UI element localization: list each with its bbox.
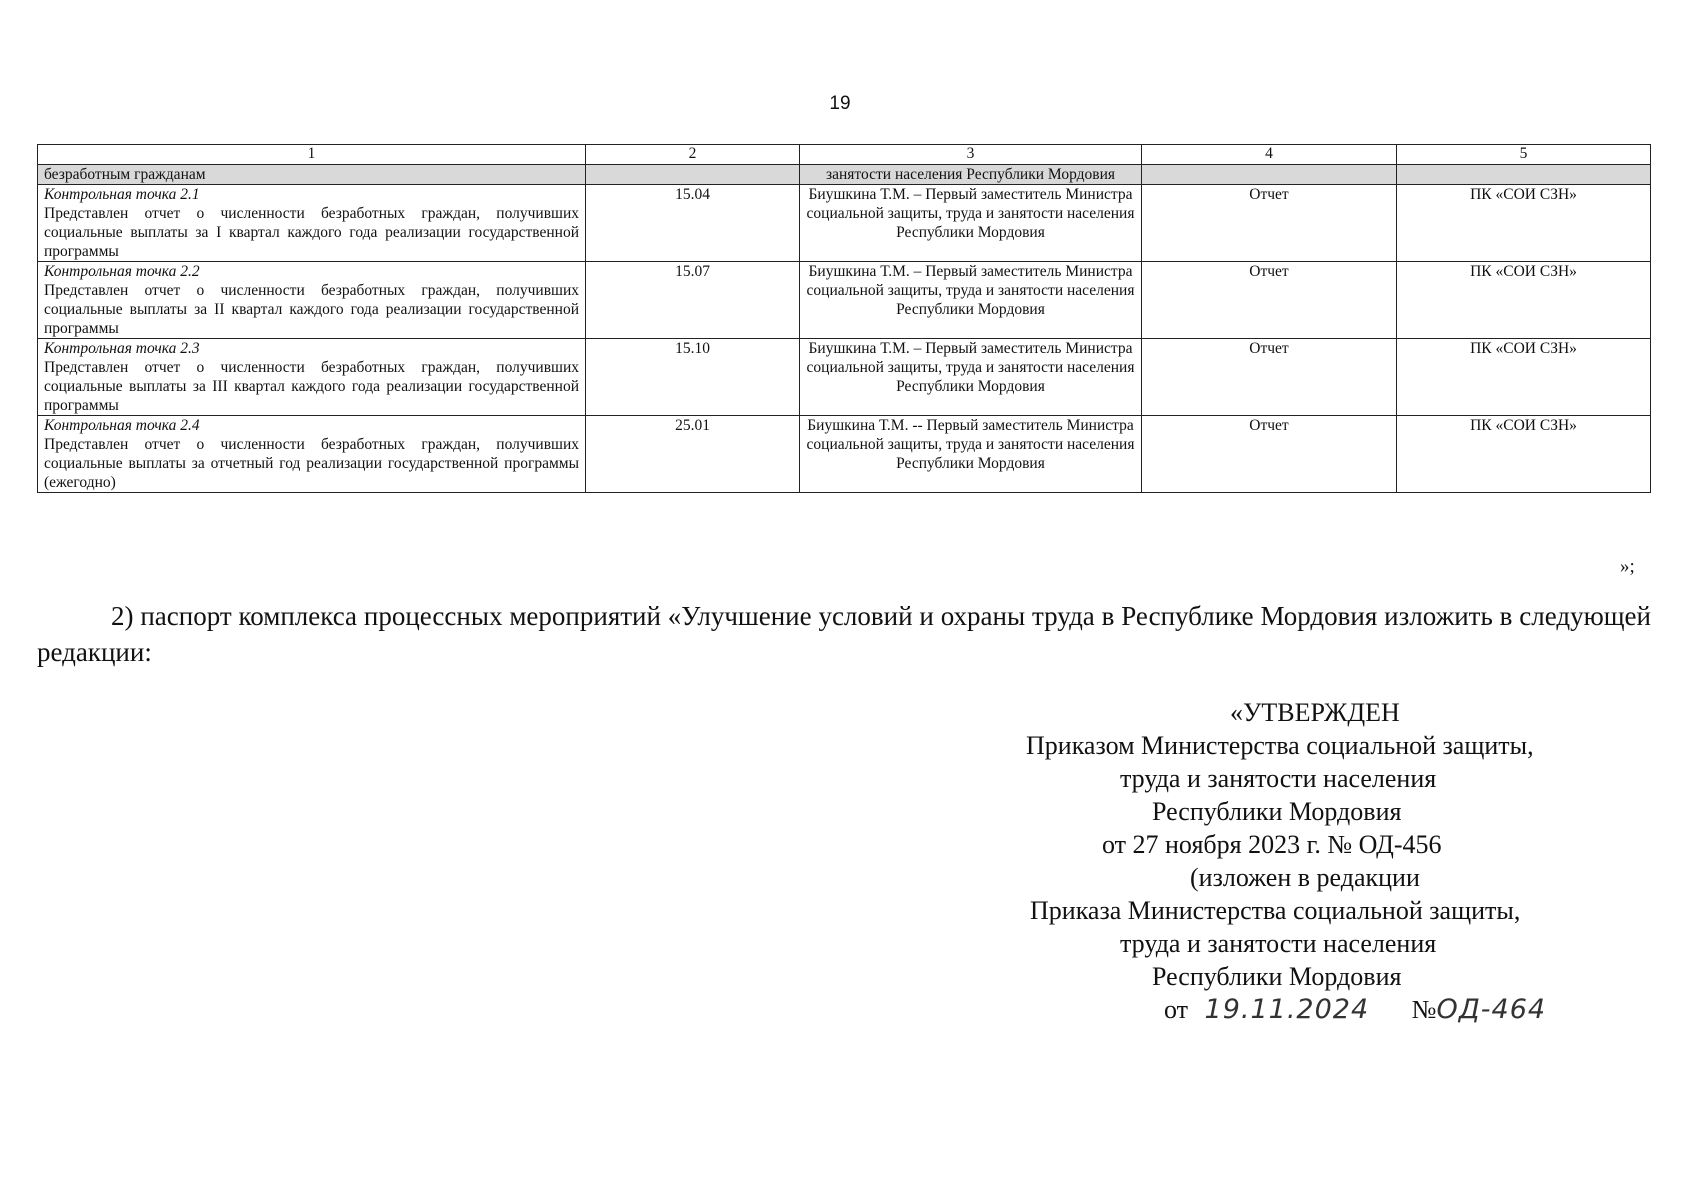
table-cell: безработным гражданам <box>38 165 586 185</box>
system-cell: ПК «СОИ СЗН» <box>1397 262 1651 339</box>
deadline-cell: 25.01 <box>586 416 800 493</box>
system-cell: ПК «СОИ СЗН» <box>1397 185 1651 262</box>
control-point-title: Контрольная точка 2.1 <box>44 186 200 203</box>
approval-line: Приказа Министерства социальной защиты, <box>1030 896 1521 925</box>
approval-line: (изложен в редакции <box>1190 863 1420 892</box>
column-header: 4 <box>1142 145 1397 165</box>
table-row <box>38 416 1651 493</box>
table-cell <box>1397 165 1651 185</box>
table-row <box>38 262 1651 339</box>
responsible-cell: Биушкина Т.М. – Первый заместитель Министра социальной защиты, труда и занятости населения Республики Мордовия <box>800 185 1142 262</box>
approval-line: труда и занятости населения <box>1120 764 1437 793</box>
number-prefix: № <box>1411 995 1437 1024</box>
table-cell <box>38 416 586 493</box>
deadline-cell: 15.10 <box>586 339 800 416</box>
control-point-description: Представлен отчет о численности безработных граждан, получивших социальные выплаты за отчетный год реализации государственной программы (ежегодно) <box>44 436 579 491</box>
control-point-description: Представлен отчет о численности безработных граждан, получивших социальные выплаты за III квартал каждого года реализации государственной программы <box>44 359 579 414</box>
approval-line: Республики Мордовия <box>1152 962 1402 991</box>
control-point-description: Представлен отчет о численности безработных граждан, получивших социальные выплаты за II квартал каждого года реализации государственной программы <box>44 282 579 337</box>
date-prefix: от <box>1164 995 1189 1024</box>
approval-stamp-block <box>990 696 1630 1026</box>
table-cell <box>1142 165 1397 185</box>
approval-heading: «УТВЕРЖДЕН <box>1230 698 1400 727</box>
approval-line: Республики Мордовия <box>1152 797 1402 826</box>
system-cell: ПК «СОИ СЗН» <box>1397 416 1651 493</box>
responsible-cell: Биушкина Т.М. – Первый заместитель Министра социальной защиты, труда и занятости населения Республики Мордовия <box>800 262 1142 339</box>
continuation-row <box>38 165 1651 185</box>
column-header: 1 <box>38 145 586 165</box>
approval-date-line <box>990 993 1630 1026</box>
control-point-title: Контрольная точка 2.2 <box>44 263 200 280</box>
table-cell <box>38 185 586 262</box>
control-point-description: Представлен отчет о численности безработных граждан, получивших социальные выплаты за I квартал каждого года реализации государственной программы <box>44 205 579 260</box>
control-points-table <box>37 144 1651 493</box>
table-cell: занятости населения Республики Мордовия <box>800 165 1142 185</box>
document-cell: Отчет <box>1142 339 1397 416</box>
table-row <box>38 185 1651 262</box>
body-paragraph: 2) паспорт комплекса процессных мероприятий «Улучшение условий и охраны труда в Республике Мордовия изложить в следующей редакции: <box>37 601 1651 667</box>
column-header: 2 <box>586 145 800 165</box>
column-header: 5 <box>1397 145 1651 165</box>
table-cell <box>586 165 800 185</box>
page-number: 19 <box>829 93 851 114</box>
system-cell: ПК «СОИ СЗН» <box>1397 339 1651 416</box>
closing-quote-mark: »; <box>1620 556 1635 577</box>
handwritten-number: ОД-464 <box>1436 994 1547 1025</box>
table-cell <box>38 339 586 416</box>
control-point-title: Контрольная точка 2.4 <box>44 417 200 434</box>
control-point-title: Контрольная точка 2.3 <box>44 340 200 357</box>
table-header-row <box>38 145 1651 165</box>
deadline-cell: 15.07 <box>586 262 800 339</box>
responsible-cell: Биушкина Т.М. -- Первый заместитель Министра социальной защиты, труда и занятости населения Республики Мордовия <box>800 416 1142 493</box>
column-header: 3 <box>800 145 1142 165</box>
table-row <box>38 339 1651 416</box>
approval-line: труда и занятости населения <box>1120 929 1437 958</box>
document-cell: Отчет <box>1142 185 1397 262</box>
document-cell: Отчет <box>1142 262 1397 339</box>
responsible-cell: Биушкина Т.М. – Первый заместитель Министра социальной защиты, труда и занятости населения Республики Мордовия <box>800 339 1142 416</box>
handwritten-date: 19.11.2024 <box>1204 994 1370 1025</box>
table-cell <box>38 262 586 339</box>
approval-line: от 27 ноября 2023 г. № ОД-456 <box>1102 830 1442 859</box>
document-cell: Отчет <box>1142 416 1397 493</box>
deadline-cell: 15.04 <box>586 185 800 262</box>
approval-line: Приказом Министерства социальной защиты, <box>1026 731 1534 760</box>
